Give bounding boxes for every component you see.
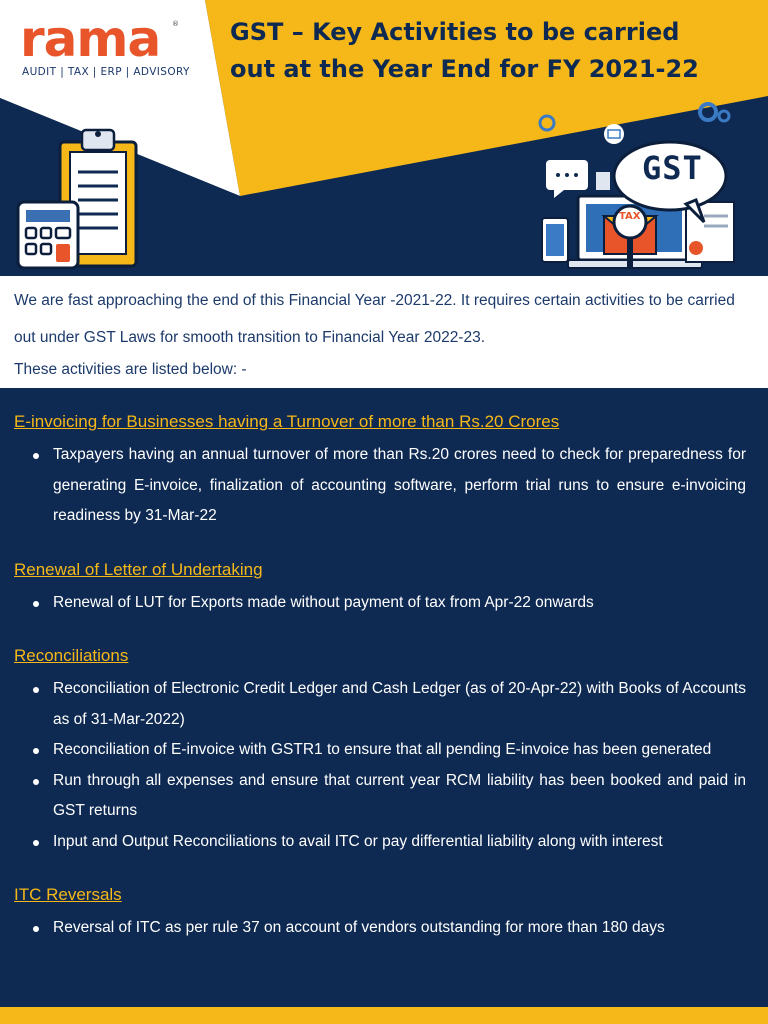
gst-bubble-text: GST <box>642 149 703 187</box>
calculator-icon <box>16 200 80 270</box>
list-item: Run through all expenses and ensure that current year RCM liability has been booked and paid in GST returns <box>14 766 746 827</box>
list-item: Taxpayers having an annual turnover of more than Rs.20 crores need to check for preparedness for generating E-invoice, finalization of accounting software, perform trial runs to ensure e-invoicing readiness by 31-Mar-22 <box>14 440 746 532</box>
gear-icon <box>540 104 729 130</box>
footer-bar <box>0 1007 768 1024</box>
list-item: Input and Output Reconciliations to avail ITC or pay differential liability along with interest <box>14 827 746 858</box>
list-item: Reconciliation of Electronic Credit Ledger and Cash Ledger (as of 20-Apr-22) with Books of Accounts as of 31-Mar-2022) <box>14 674 746 735</box>
section-heading: E-invoicing for Businesses having a Turnover of more than Rs.20 Crores <box>14 412 560 431</box>
bullet-list <box>14 588 746 619</box>
company-logo <box>20 10 190 82</box>
section-itc-reversals <box>14 883 746 944</box>
section-lut-renewal <box>14 558 746 619</box>
envelope-icon <box>604 124 624 144</box>
intro-list-lead: These activities are listed below: - <box>14 361 247 378</box>
intro-paragraph: We are fast approaching the end of this Financial Year -2021-22. It requires certain activities to be carried out under GST Laws for smooth transition to Financial Year 2022-23. <box>14 292 735 346</box>
header-banner <box>0 0 768 276</box>
section-reconciliations <box>14 644 746 857</box>
intro-panel <box>0 276 768 388</box>
tablet-icon <box>542 218 568 262</box>
section-e-invoicing <box>14 410 746 532</box>
section-heading: ITC Reversals <box>14 885 122 904</box>
section-heading: Reconciliations <box>14 646 129 665</box>
bullet-list <box>14 440 746 532</box>
page-title: GST – Key Activities to be carried out at the Year End for FY 2021-22 <box>230 18 699 83</box>
activities-content <box>0 388 768 970</box>
logo-tagline: AUDIT | TAX | ERP | ADVISORY <box>22 66 190 78</box>
tax-badge-text: TAX <box>619 211 641 222</box>
list-item: Renewal of LUT for Exports made without payment of tax from Apr-22 onwards <box>14 588 746 619</box>
logo-wordmark: rama <box>20 10 161 68</box>
list-item: Reversal of ITC as per rule 37 on account of vendors outstanding for more than 180 days <box>14 913 746 944</box>
bullet-list <box>14 913 746 944</box>
chat-bubble-icon <box>546 160 588 198</box>
section-heading: Renewal of Letter of Undertaking <box>14 559 263 579</box>
bullet-list <box>14 674 746 857</box>
logo-registered-mark: ® <box>172 20 179 28</box>
list-item: Reconciliation of E-invoice with GSTR1 to ensure that all pending E-invoice has been generated <box>14 735 746 766</box>
